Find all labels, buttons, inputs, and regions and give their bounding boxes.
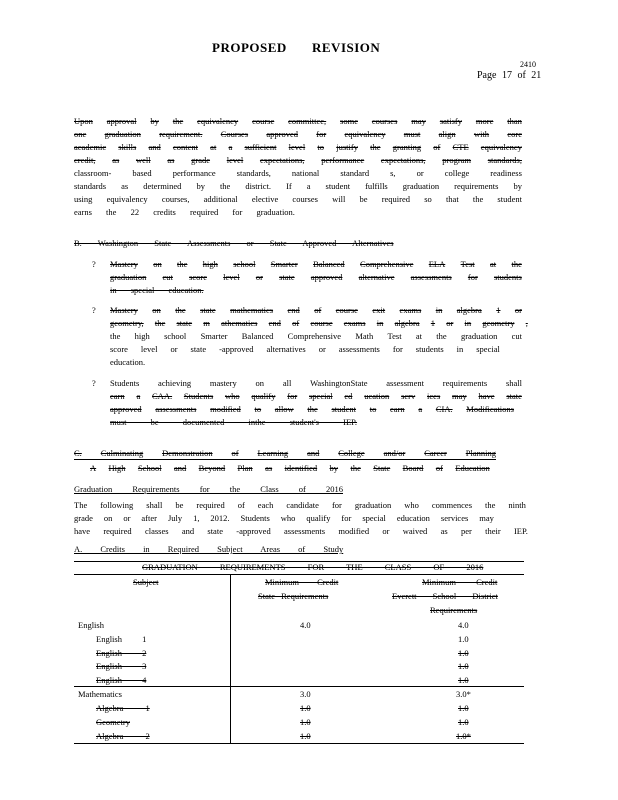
col-district-header-2: Everett School District bbox=[392, 591, 498, 601]
row-subject: Algebra 2 bbox=[96, 731, 150, 741]
section-c-subline: A High School and Beyond Plan as identified by the State Board of Education bbox=[90, 463, 490, 473]
row-subject: English 4 bbox=[96, 675, 147, 685]
page-of: of bbox=[517, 70, 526, 81]
col-state-header-1: Minimum Credit bbox=[265, 577, 339, 587]
row-subject: English 2 bbox=[96, 648, 147, 658]
bullet-line: geometry, the state m athematics end of course exams in algebra 1 or in geometry , bbox=[110, 318, 528, 328]
bullet-line: graduation cut score level or state approved alternative assessments for students bbox=[110, 272, 522, 282]
bullet-line: the high school Smarter Balanced Comprehensive Math Test at the graduation cut bbox=[110, 331, 522, 341]
row-district: 1.0 bbox=[458, 661, 469, 671]
row-district: 1.0* bbox=[456, 731, 471, 741]
row-district: 1.0 bbox=[458, 703, 469, 713]
intro-line: Upon approval by the equivalency course committee, some courses may satisfy more than bbox=[74, 116, 522, 126]
intro-line: classroom- based performance standards, national standard s, or college readiness bbox=[74, 168, 522, 178]
title-proposed: PROPOSED bbox=[212, 40, 287, 55]
grad-para-line: have required classes and state -approved assessments modified or waived as per their IEP. bbox=[74, 526, 528, 536]
section-c-heading: C. Culminating Demonstration of Learning and College and/or Career Planning bbox=[74, 448, 496, 458]
row-district: 1.0 bbox=[458, 634, 469, 644]
row-district: 3.0* bbox=[456, 689, 471, 699]
row-district: 1.0 bbox=[458, 648, 469, 658]
intro-line: using equivalency courses, additional elective courses will be required so that the student bbox=[74, 194, 522, 204]
bullet-line: Students achieving mastery on all WashingtonState assessment requirements shall bbox=[110, 378, 522, 388]
bullet-line: in special education. bbox=[110, 285, 204, 295]
page-indicator bbox=[477, 70, 541, 81]
grad-para-line: grade on or after July 1, 2012. Students who qualify for special education services may bbox=[74, 513, 494, 523]
intro-line: earns the 22 credits required for graduation. bbox=[74, 207, 295, 217]
grad-para-line: The following shall be required of each candidate for graduation who commences the ninth bbox=[74, 500, 526, 510]
intro-line: one graduation requirement. Courses approved for equivalency must align with core bbox=[74, 129, 522, 139]
col-subject-header: Subject bbox=[133, 577, 159, 587]
row-state: 1.0 bbox=[300, 703, 311, 713]
title-revision: REVISION bbox=[312, 40, 381, 55]
table-header-rule bbox=[74, 574, 524, 575]
credits-heading: A. Credits in Required Subject Areas of Study bbox=[74, 544, 344, 554]
row-subject: English 1 bbox=[96, 634, 147, 644]
table-col-divider bbox=[230, 574, 231, 744]
page-total: 21 bbox=[531, 70, 542, 81]
bullet-line: approved assessments modified to allow the student to earn a CIA. Modifications bbox=[110, 404, 514, 414]
bullet-line: Mastery on the state mathematics end of course exit exams in algebra 1 or bbox=[110, 305, 522, 315]
page-label: Page bbox=[477, 70, 497, 81]
bullet-line: score level or state -approved alternatives or assessments for students in special bbox=[110, 344, 500, 354]
col-district-header-1: Minimum Credit bbox=[422, 577, 498, 587]
section-c-rule bbox=[74, 459, 496, 460]
row-state: 3.0 bbox=[300, 689, 311, 699]
page-current: 17 bbox=[501, 70, 512, 81]
bullet-line: must be documented inthe student's IEP. bbox=[110, 417, 358, 427]
row-state: 4.0 bbox=[300, 620, 311, 630]
table-title: GRADUATION REQUIREMENTS FOR THE CLASS OF 2016 bbox=[142, 562, 484, 572]
table-row-rule bbox=[74, 686, 524, 687]
row-subject: Algebra 1 bbox=[96, 703, 150, 713]
policy-number: 2410 bbox=[520, 60, 536, 69]
row-subject: Geometry bbox=[96, 717, 130, 727]
row-district: 1.0 bbox=[458, 717, 469, 727]
row-subject: Mathematics bbox=[78, 689, 122, 699]
bullet-line: Mastery on the high school Smarter Balanced Comprehensive ELA Test at the bbox=[110, 259, 522, 269]
section-b-heading: B. Washington State Assessments or State Approved Alternatives bbox=[74, 238, 394, 248]
row-subject: English bbox=[78, 620, 104, 630]
bullet-line: education. bbox=[110, 357, 146, 367]
intro-line: academic skills and content at a sufficient level to justify the granting of CTE equivalency bbox=[74, 142, 522, 152]
row-subject: English 3 bbox=[96, 661, 147, 671]
row-district: 1.0 bbox=[458, 675, 469, 685]
row-district: 4.0 bbox=[458, 620, 469, 630]
intro-line: standards as determined by the district. If a student fulfills graduation requirements by bbox=[74, 181, 522, 191]
bullet-line: earn a CAA. Students who qualify for special ed ucation serv ices may have state bbox=[110, 391, 522, 401]
col-district-header-3: Requirements bbox=[430, 605, 478, 615]
row-state: 1.0 bbox=[300, 731, 311, 741]
bullet-marker: ? bbox=[92, 378, 96, 388]
row-state: 1.0 bbox=[300, 717, 311, 727]
bullet-marker: ? bbox=[92, 259, 96, 269]
intro-line: credit, as well as grade level expectations, performance expectations, program standards, bbox=[74, 155, 522, 165]
bullet-marker: ? bbox=[92, 305, 96, 315]
table-bottom-rule bbox=[74, 743, 524, 744]
col-state-header-2: State Requirements bbox=[258, 591, 329, 601]
graduation-requirements-heading: Graduation Requirements for the Class of 2016 bbox=[74, 484, 343, 494]
